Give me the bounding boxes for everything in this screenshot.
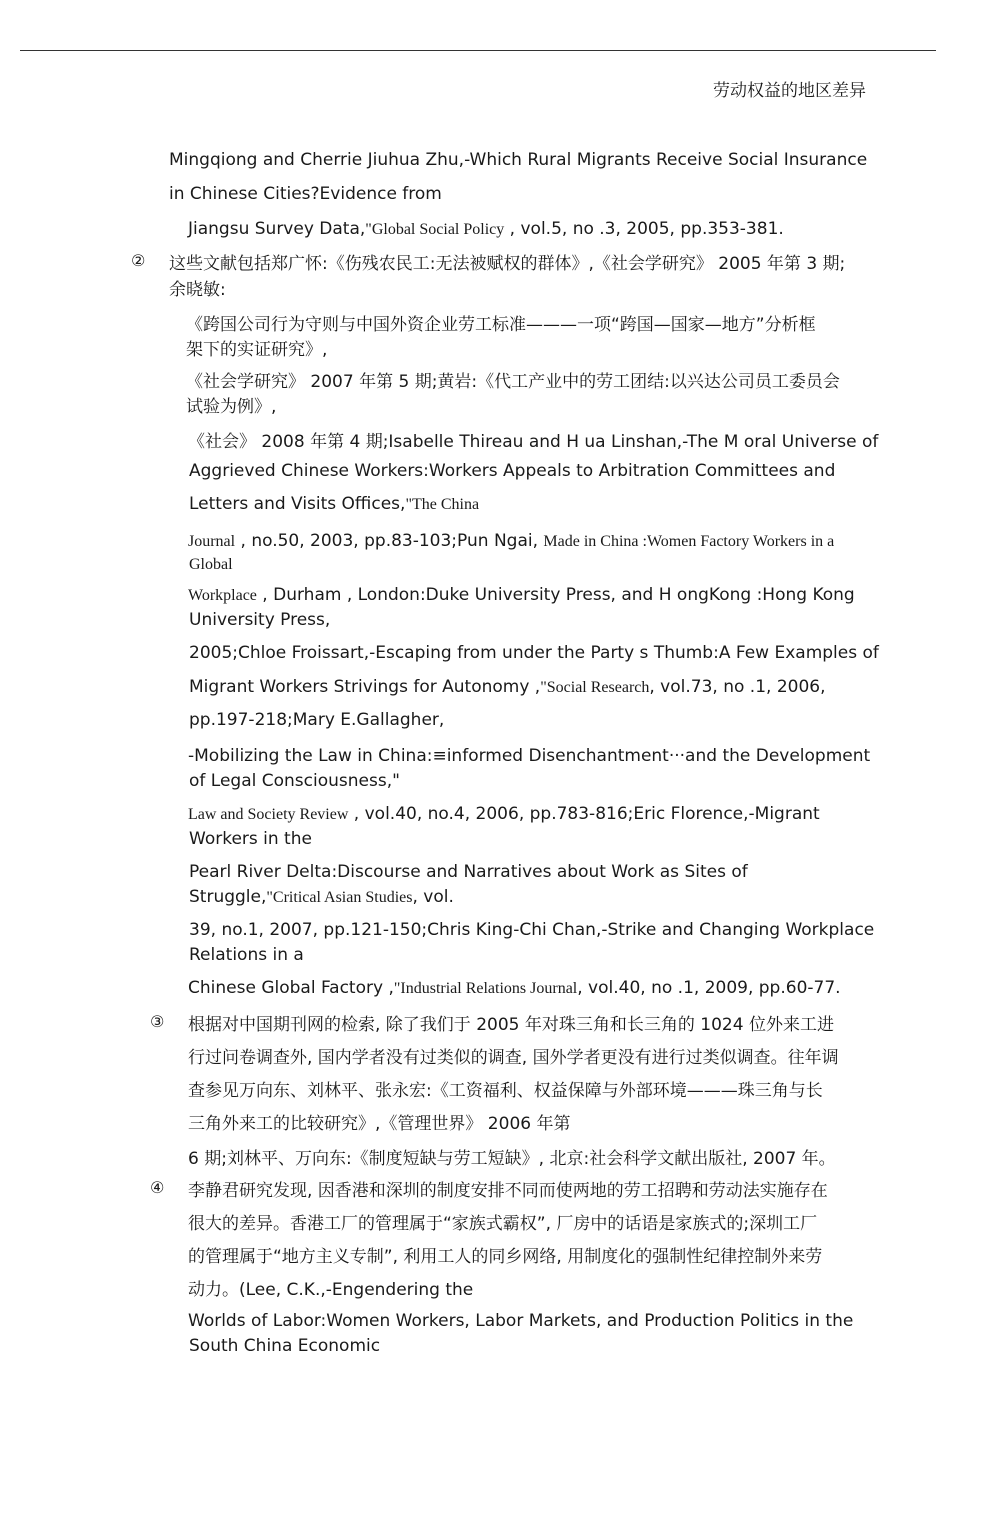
text-segment: Chinese Global Factory , [188,978,394,998]
footnote-line [189,945,304,965]
text-segment: 《社会学研究》 2007 年第 5 期;黄岩:《代工产业中的劳工团结:以兴达公司员工委员会 [186,372,840,392]
footnote-line [169,150,867,170]
footnote-line [188,1043,839,1068]
text-segment: Made in China :Women Factory Workers in a [543,533,835,550]
footnote-line [188,427,878,452]
text-segment: , vol.40, no .1, 2009, pp.60-77. [577,978,841,998]
text-segment: 39, no.1, 2007, pp.121-150;Chris King-Chi Chan,-Strike and Changing Workplace [189,920,875,940]
text-segment: Aggrieved Chinese Workers:Workers Appeals to Arbitration Committees and [189,461,836,481]
text-segment: pp.197-218;Mary E.Gallagher, [189,710,445,730]
text-segment: 这些文献包括郑广怀:《伤残农民工:无法被赋权的群体》,《社会学研究》 2005 年第 3 期; [169,254,846,274]
footnote-line [188,1209,817,1234]
footnote-line [188,531,834,551]
text-segment: University Press, [189,610,331,630]
footnote-line [186,392,276,417]
footnote-line [189,771,400,791]
text-segment: Pearl River Delta:Discourse and Narratives about Work as Sites of [189,862,748,882]
footnote-line [188,585,855,605]
text-segment: "Social Research [540,679,650,696]
footnote-line [189,677,825,697]
text-segment: 《跨国公司行为守则与中国外资企业劳工标准———一项“跨国—国家—地方”分析框 [186,315,816,335]
footnote-number: ③ [150,1012,165,1031]
text-segment: 李静君研究发现, 因香港和深圳的制度安排不同而使两地的劳工招聘和劳动法实施存在 [188,1181,828,1201]
text-segment: South China Economic [189,1336,381,1356]
footnote-line [186,367,840,392]
footnote-line [189,610,330,630]
footnote-line [169,275,226,300]
text-segment: "Global Social Policy [365,221,505,238]
text-segment: 的管理属于“地方主义专制”, 利用工人的同乡网络, 用制度化的强制性纪律控制外来劳 [188,1247,823,1267]
text-segment: Letters and Visits Offices, [189,494,406,514]
footnote-line [189,643,879,663]
text-segment: Relations in a [189,945,304,965]
footnote-line [188,1176,828,1201]
text-segment: 2005;Chloe Froissart,-Escaping from under the Party s Thumb:A Few Examples of [189,643,879,663]
text-segment: of Legal Consciousness," [189,771,400,791]
footnote-line [188,1311,853,1331]
text-segment: , Durham , London:Duke University Press, and H ongKong :Hong Kong [256,585,855,605]
text-segment: -Mobilizing the Law in China:≡informed Disenchantment···and the Development [188,746,871,766]
text-segment: 试验为例》, [186,397,277,417]
footnote-line [188,1010,834,1035]
footnote-line [189,862,748,882]
text-segment: "Critical Asian Studies [266,889,413,906]
text-segment: , vol.40, no.4, 2006, pp.783-816;Eric Florence,-Migrant [348,804,820,824]
footnote-line [188,1109,570,1134]
text-segment: , no.50, 2003, pp.83-103;Pun Ngai, [235,531,544,551]
footnote-line [189,461,835,481]
footnote-line [186,335,327,360]
footnote-line [189,920,874,940]
footnote-line [169,249,845,274]
text-segment: 余晓敏: [169,280,226,300]
text-segment: Worlds of Labor:Women Workers, Labor Markets, and Production Politics in the [188,1311,854,1331]
text-segment: , vol.73, no .1, 2006, [649,677,826,697]
footnote-line [188,1076,823,1101]
text-segment: Mingqiong and Cherrie Jiuhua Zhu,-Which Rural Migrants Receive Social Insurance [169,150,868,170]
footnote-line [188,1275,473,1300]
footnote-line [186,310,816,335]
footnote-line [188,1144,836,1169]
text-segment: 6 期;刘林平、万向东:《制度短缺与劳工短缺》, 北京:社会科学文献出版社, 2007 年。 [188,1149,836,1169]
footnote-line [189,1336,380,1356]
text-segment: 查参见万向东、刘林平、张永宏:《工资福利、权益保障与外部环境———珠三角与长 [188,1081,823,1101]
text-segment: "The China [405,496,480,513]
text-segment: , vol.5, no .3, 2005, pp.353-381. [504,219,784,239]
footnote-line [169,184,442,204]
text-segment: Struggle, [189,887,267,907]
footnote-number: ④ [150,1178,165,1197]
footnote-line [188,746,870,766]
running-head: 劳动权益的地区差异 [713,81,866,101]
text-segment: in Chinese Cities?Evidence from [169,184,442,204]
footnote-line [189,554,233,574]
text-segment: Global [189,556,233,573]
text-segment: 架下的实证研究》, [186,340,328,360]
text-segment: "Industrial Relations Journal [393,980,578,997]
footnote-line [189,829,312,849]
footnote-line [188,1242,822,1267]
text-segment: 三角外来工的比较研究》,《管理世界》 2006 年第 [188,1114,571,1134]
footnote-line [188,804,820,824]
footnote-line [188,978,841,998]
text-segment: Jiangsu Survey Data, [188,219,366,239]
text-segment: Law and Society Review [188,806,349,823]
text-segment: Journal [188,533,236,550]
footnote-number: ② [131,251,146,270]
footnote-line [189,887,454,907]
text-segment: Workers in the [189,829,312,849]
text-segment: 根据对中国期刊网的检索, 除了我们于 2005 年对珠三角和长三角的 1024 位外来工进 [188,1015,834,1035]
text-segment: 《社会》 2008 年第 4 期;Isabelle Thireau and H ua Linshan,-The M oral Universe of [188,432,879,452]
footnote-line [189,494,479,514]
text-segment: 行过问卷调查外, 国内学者没有过类似的调查, 国外学者更没有进行过类似调查。往年调 [188,1048,839,1068]
text-segment: , vol. [412,887,454,907]
text-segment: Migrant Workers Strivings for Autonomy , [189,677,541,697]
header-rule [20,50,936,51]
footnote-line [189,710,444,730]
text-segment: 很大的差异。香港工厂的管理属于“家族式霸权”, 厂房中的话语是家族式的;深圳工厂 [188,1214,818,1234]
text-segment: 动力。(Lee, C.K.,-Engendering the [188,1280,474,1300]
footnote-line [188,219,784,239]
text-segment: Workplace [188,587,257,604]
